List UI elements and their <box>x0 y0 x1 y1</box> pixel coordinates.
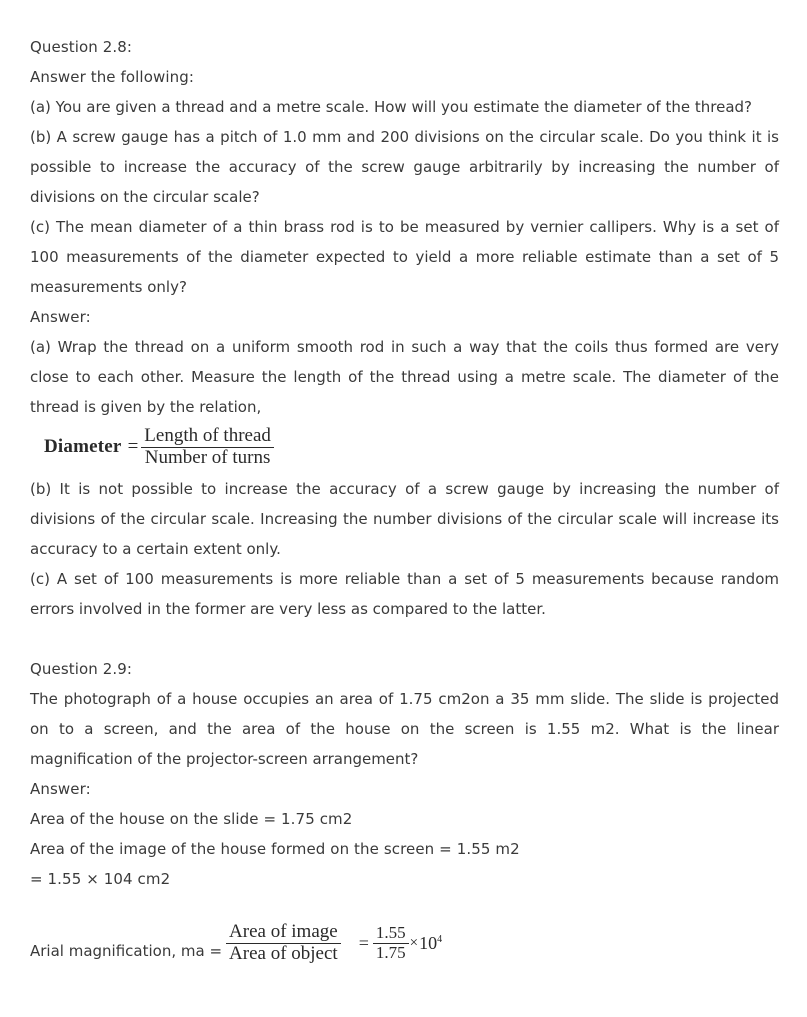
formula-diameter-denominator: Number of turns <box>144 446 271 468</box>
question-2-9-heading: Question 2.9: <box>30 660 133 678</box>
formula-magnification-ratio-denominator: 1.75 <box>375 942 406 962</box>
formula-magnification-ratio-fraction <box>373 924 409 961</box>
formula-magnification-power-base: 10 <box>419 932 438 953</box>
answer-2-9-line-1: Area of the house on the slide = 1.75 cm2 <box>30 810 353 828</box>
formula-magnification-power <box>419 933 442 954</box>
formula-magnification-equals-sign: = <box>358 932 369 953</box>
multiplication-icon: × <box>409 934 419 951</box>
formula-diameter-fraction <box>141 426 274 468</box>
formula-magnification-math <box>226 922 442 966</box>
answer-2-8-part-c: (c) A set of 100 measurements is more reliable than a set of 5 measurements because random errors involved in the former are very less as compared to the latter. <box>30 570 779 618</box>
question-2-8-part-c: (c) The mean diameter of a thin brass rod is to be measured by vernier callipers. Why is a set of 100 measurements of the diameter expected to yield a more reliable estimate than a set of 5 measurements only? <box>30 218 779 296</box>
answer-2-9-line-2: Area of the image of the house formed on the screen = 1.55 m2 <box>30 840 520 858</box>
formula-diameter-equals-sign: = <box>127 436 139 457</box>
paragraph-gap <box>30 624 779 654</box>
formula-diameter-numerator: Length of thread <box>144 425 271 447</box>
question-2-8-answer-label: Answer: <box>30 308 91 326</box>
question-2-9-answer-label: Answer: <box>30 780 91 798</box>
formula-magnification-row <box>30 894 779 966</box>
formula-magnification-denominator: Area of object <box>229 942 338 964</box>
question-2-8-heading: Question 2.8: <box>30 38 133 56</box>
question-2-8-prompt: Answer the following: <box>30 68 194 86</box>
answer-2-8-part-a: (a) Wrap the thread on a uniform smooth rod in such a way that the coils thus formed are very close to each other. Measure the length of the thread using a metre scale. The diameter of the thread is given by the relation, <box>30 338 779 416</box>
formula-magnification-ratio-numerator: 1.55 <box>375 923 406 943</box>
answer-2-8-part-b: (b) It is not possible to increase the accuracy of a screw gauge by increasing the number of divisions of the circular scale. Increasing the number divisions of the circular scale will increase its accuracy to a certain extent only. <box>30 480 779 558</box>
formula-magnification-power-exponent: 4 <box>437 933 443 945</box>
question-2-9-body: The photograph of a house occupies an area of 1.75 cm2on a 35 mm slide. The slide is projected on to a screen, and the area of the house on the screen is 1.55 m2. What is the linear magnification of the projector-screen arrangement? <box>30 690 779 768</box>
formula-magnification-label: Arial magnification, ma = <box>30 942 223 960</box>
question-2-8-part-b: (b) A screw gauge has a pitch of 1.0 mm and 200 divisions on the circular scale. Do you think it is possible to increase the accuracy of the screw gauge arbitrarily by increasing the number of divisions on the circular scale? <box>30 128 779 206</box>
formula-diameter-label: Diameter <box>44 436 122 457</box>
answer-2-9-line-3: = 1.55 × 104 cm2 <box>30 870 171 888</box>
formula-magnification-area-fraction <box>226 922 341 964</box>
formula-magnification-numerator: Area of image <box>229 921 338 943</box>
formula-diameter <box>30 422 779 474</box>
question-2-8-part-a: (a) You are given a thread and a metre scale. How will you estimate the diameter of the thread? <box>30 98 752 116</box>
